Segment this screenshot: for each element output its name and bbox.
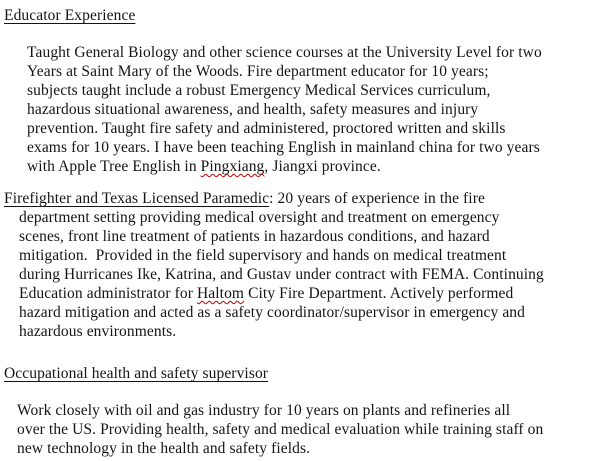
text-line [4,322,604,341]
text-line [4,100,604,119]
underlined-heading-text: Firefighter and Texas Licensed Paramedic [4,190,270,207]
text-line [4,227,604,246]
misspelled-word: Pingxiang [200,158,265,175]
text-run: Taught General Biology and other science courses at the University Level for two [27,44,542,61]
text-line [4,364,604,383]
educator-experience-heading [4,6,604,25]
text-line [4,284,604,303]
firefighter-paramedic-paragraph [4,189,604,341]
text-run: department setting providing medical oversight and treatment on emergency [19,209,500,226]
text-run: Education administrator for [19,285,197,302]
text-run: subjects taught include a robust Emergency Medical Services curriculum, [27,82,491,99]
text-line [4,157,604,176]
text-run: scenes, front line treatment of patients in hazardous conditions, and hazard [19,228,490,245]
text-run: during Hurricanes Ike, Katrina, and Gustav under contract with FEMA. Continuing [19,266,544,283]
text-line [4,439,604,458]
underlined-heading-text: Educator Experience [4,7,136,24]
text-run: over the US. Providing health, safety and medical evaluation while training staff on [17,421,544,438]
text-line [4,246,604,265]
text-line [4,303,604,322]
text-line [4,62,604,81]
text-run: hazardous environments. [19,323,177,340]
text-run: City Fire Department. Actively performed [244,285,514,302]
text-run: new technology in the health and safety fields. [17,440,311,457]
text-run: mitigation. Provided in the field supervisory and hands on medical treatment [19,247,507,264]
text-line [4,208,604,227]
text-run: exams for 10 years. I have been teaching English in mainland china for two years [27,139,540,156]
text-line [4,420,604,439]
misspelled-word: Haltom [197,285,245,302]
educator-experience-paragraph [4,43,604,176]
text-run: hazardous situational awareness, and health, safety measures and injury [27,101,479,118]
text-line [4,6,604,25]
text-line [4,138,604,157]
text-run: with Apple Tree English in [27,158,201,175]
text-run: Work closely with oil and gas industry for 10 years on plants and refineries all [17,402,511,419]
text-line [4,119,604,138]
document-body [4,6,604,458]
text-line [4,401,604,420]
occupational-health-paragraph [4,401,604,458]
text-line [4,189,604,208]
text-line [4,265,604,284]
text-line [4,81,604,100]
text-line [4,43,604,62]
occupational-health-heading [4,364,604,383]
text-run: Years at Saint Mary of the Woods. Fire department educator for 10 years; [27,63,489,80]
text-run: , Jiangxi province. [264,158,381,175]
underlined-heading-text: Occupational health and safety supervisor [4,365,269,382]
text-run: : 20 years of experience in the fire [269,190,485,207]
text-run: prevention. Taught fire safety and administered, proctored written and skills [27,120,506,137]
text-run: hazard mitigation and acted as a safety coordinator/supervisor in emergency and [19,304,526,321]
